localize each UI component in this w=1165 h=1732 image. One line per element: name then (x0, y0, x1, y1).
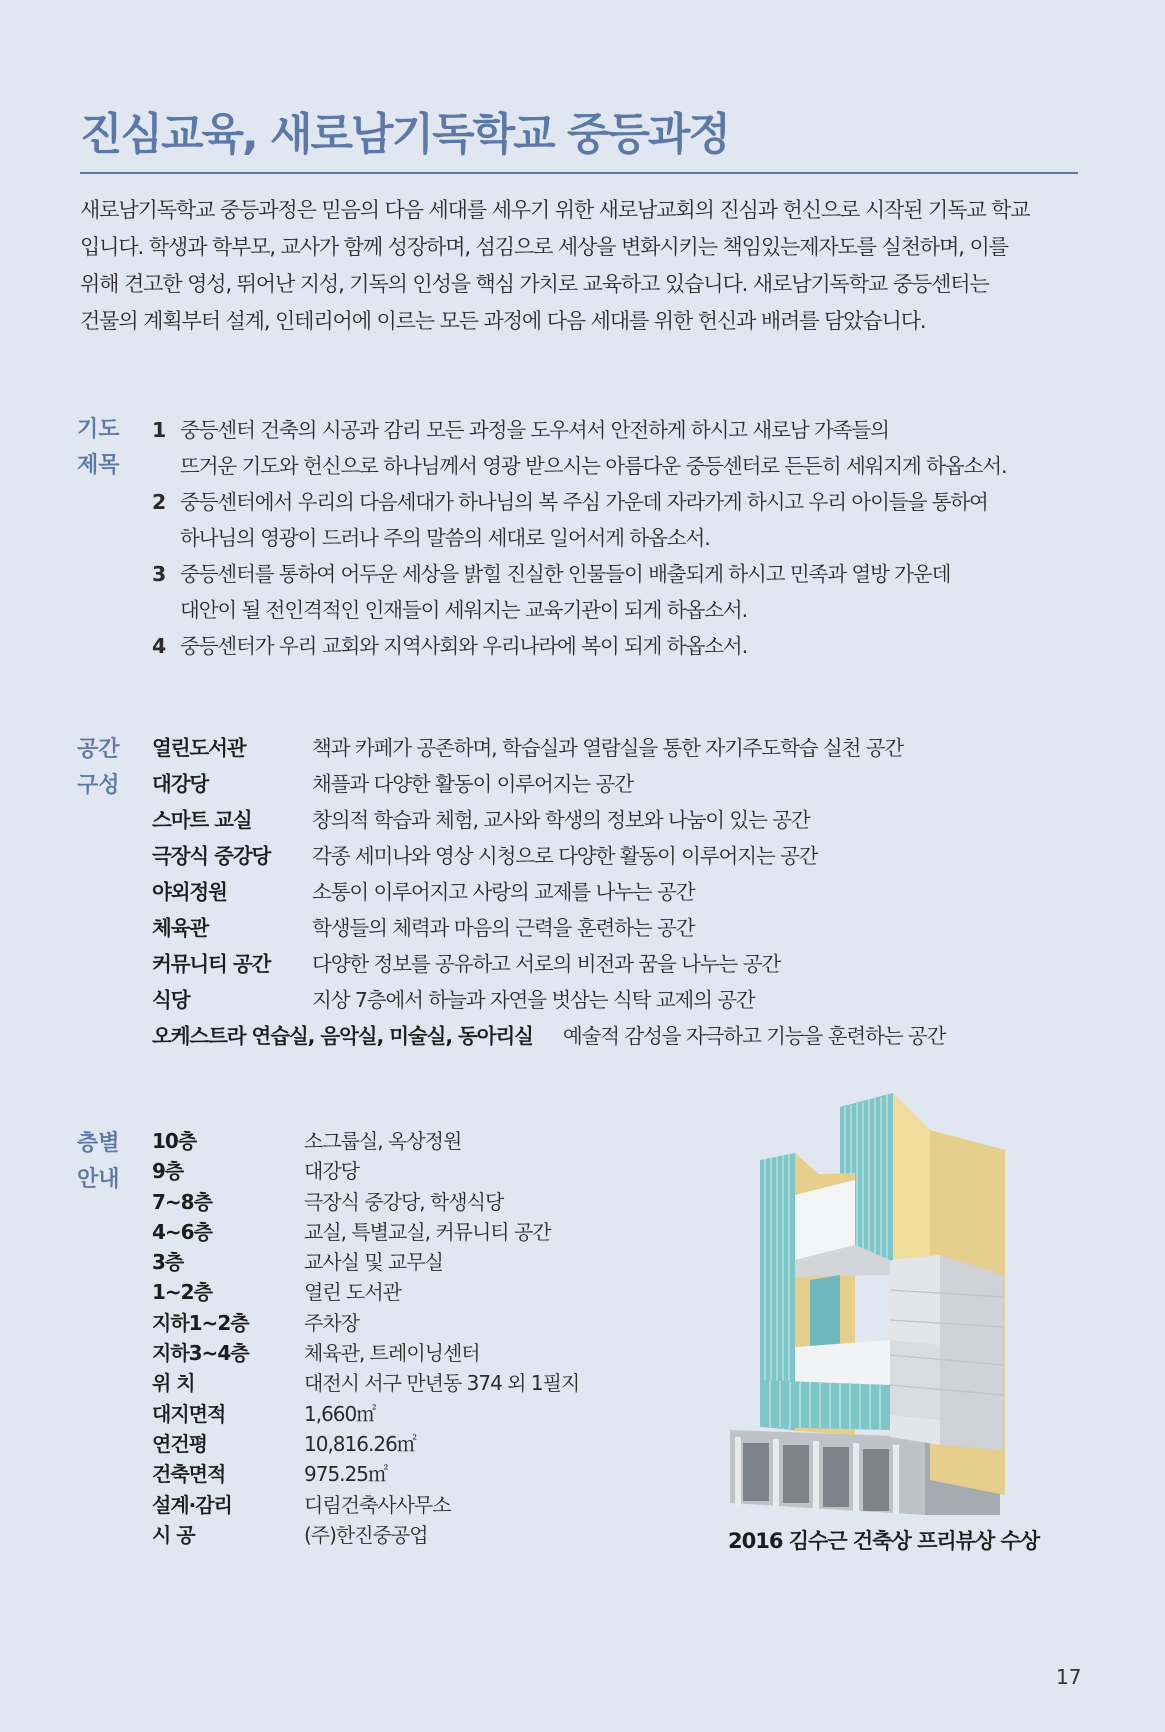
floor-key: 시 공 (152, 1522, 195, 1547)
space-description: 소통이 이루어지고 사랑의 교제를 나누는 공간 (312, 880, 695, 904)
floor-value: 소그룹실, 옥상정원 (304, 1129, 462, 1153)
floor-value: 대강당 (304, 1159, 359, 1184)
award-caption: 2016 김수근 건축상 프리뷰상 수상 (728, 1529, 1040, 1553)
space-label-line1: 공간 (77, 737, 120, 762)
floor-key: 연건평 (152, 1431, 207, 1456)
prayer-label-line2: 제목 (77, 453, 120, 478)
space-row (152, 982, 1092, 1018)
floor-value: 디림건축사사무소 (304, 1492, 451, 1517)
prayer-text (180, 412, 1006, 484)
floor-key: 지하1~2층 (152, 1310, 249, 1335)
floor-row (152, 1217, 712, 1247)
prayer-line: 중등센터 건축의 시공과 감리 모든 과정을 도우셔서 안전하게 하시고 새로남 가족들의 (180, 418, 889, 442)
space-name: 식당 (152, 988, 190, 1012)
prayer-number: 1 (152, 418, 166, 442)
space-description: 책과 카페가 공존하며, 학습실과 열람실을 통한 자기주도학습 실천 공간 (312, 736, 904, 760)
space-description: 학생들의 체력과 마음의 근력을 훈련하는 공간 (312, 916, 695, 940)
intro-paragraph (80, 192, 1080, 340)
space-row (152, 838, 1092, 874)
floor-key: 위 치 (152, 1371, 195, 1396)
floor-row (152, 1459, 712, 1489)
prayer-line: 뜨거운 기도와 헌신으로 하나님께서 영광 받으시는 아름다운 중등센터로 든든히 세워지게 하옵소서. (180, 454, 1007, 478)
intro-line: 위해 견고한 영성, 뛰어난 지성, 기독의 인성을 핵심 가치로 교육하고 있습니다. 새로남기독학교 중등센터는 (80, 272, 989, 296)
floor-value: 주차장 (304, 1310, 359, 1335)
prayer-text (180, 484, 988, 556)
space-name: 극장식 중강당 (152, 844, 271, 868)
floor-key: 10층 (152, 1129, 197, 1153)
space-row (152, 874, 1092, 910)
floor-key: 건축면적 (152, 1462, 226, 1487)
title-divider (80, 172, 1078, 174)
floor-key: 4~6층 (152, 1219, 212, 1244)
page-title: 진심교육, 새로남기독학교 중등과정 (80, 109, 729, 160)
floor-key: 지하3~4층 (152, 1341, 249, 1366)
space-row (152, 946, 1092, 982)
intro-line: 새로남기독학교 중등과정은 믿음의 다음 세대를 세우기 위한 새로남교회의 진심과 헌신으로 시작된 기독교 학교 (80, 198, 1030, 222)
floor-value: 극장식 중강당, 학생식당 (304, 1189, 504, 1214)
prayer-line: 중등센터에서 우리의 다음세대가 하나님의 복 주심 가운데 자라가게 하시고 우리 아이들을 통하여 (180, 490, 988, 514)
space-name: 오케스트라 연습실, 음악실, 미술실, 동아리실 (152, 1024, 533, 1048)
prayer-section-label (77, 412, 137, 484)
prayer-number: 2 (152, 490, 166, 514)
floor-key: 3층 (152, 1250, 184, 1275)
space-list (152, 730, 1092, 1054)
prayer-item (152, 556, 1072, 628)
floor-key: 설계·감리 (152, 1492, 232, 1517)
prayer-label-line1: 기도 (77, 417, 120, 442)
prayer-number: 3 (152, 562, 166, 586)
floor-key: 1~2층 (152, 1280, 212, 1305)
floor-list (152, 1126, 712, 1550)
space-description: 지상 7층에서 하늘과 자연을 벗삼는 식탁 교제의 공간 (312, 988, 755, 1012)
prayer-number: 4 (152, 634, 166, 658)
space-name: 야외정원 (152, 880, 227, 904)
prayer-list (152, 412, 1072, 664)
space-row (152, 1018, 1092, 1054)
space-description: 각종 세미나와 영상 시청으로 다양한 활동이 이루어지는 공간 (312, 844, 818, 868)
prayer-item (152, 484, 1072, 556)
floor-value: 1,660㎡ (304, 1401, 376, 1426)
space-name: 체육관 (152, 916, 209, 940)
space-row (152, 802, 1092, 838)
space-description: 예술적 감성을 자극하고 기능을 훈련하는 공간 (562, 1024, 946, 1048)
space-description: 다양한 정보를 공유하고 서로의 비전과 꿈을 나누는 공간 (312, 952, 781, 976)
floor-row (152, 1399, 712, 1429)
floor-value: 10,816.26㎡ (304, 1431, 416, 1456)
floor-value: 교사실 및 교무실 (304, 1250, 443, 1275)
floor-row (152, 1520, 712, 1550)
prayer-line: 하나님의 영광이 드러나 주의 말씀의 세대로 일어서게 하옵소서. (180, 526, 710, 550)
prayer-item (152, 628, 1072, 664)
floor-key: 대지면적 (152, 1401, 226, 1426)
prayer-item (152, 412, 1072, 484)
floor-value: 체육관, 트레이닝센터 (304, 1341, 480, 1366)
floor-label-line2: 안내 (77, 1167, 120, 1192)
prayer-line: 중등센터를 통하여 어두운 세상을 밝힐 진실한 인물들이 배출되게 하시고 민족과 열방 가운데 (180, 562, 951, 586)
floor-row (152, 1338, 712, 1368)
space-label-line2: 구성 (77, 773, 120, 798)
building-illustration (725, 1085, 1025, 1525)
floor-row (152, 1277, 712, 1307)
space-description: 창의적 학습과 체험, 교사와 학생의 정보와 나눔이 있는 공간 (312, 808, 810, 832)
floor-value: 975.25㎡ (304, 1462, 387, 1487)
floor-key: 7~8층 (152, 1189, 212, 1214)
prayer-text (180, 556, 950, 628)
floor-value: 대전시 서구 만년동 374 외 1필지 (304, 1371, 580, 1396)
floor-row (152, 1247, 712, 1277)
floor-row (152, 1308, 712, 1338)
floor-row (152, 1490, 712, 1520)
space-name: 열린도서관 (152, 736, 246, 760)
page-number: 17 (1056, 1665, 1082, 1689)
prayer-text (180, 628, 747, 664)
floor-label-line1: 층별 (77, 1131, 120, 1156)
space-name: 스마트 교실 (152, 808, 252, 832)
intro-line: 입니다. 학생과 학부모, 교사가 함께 성장하며, 섬김으로 세상을 변화시키는 책임있는제자도를 실천하며, 이를 (80, 235, 1008, 259)
space-name: 커뮤니티 공간 (152, 952, 271, 976)
floor-value: 열린 도서관 (304, 1280, 401, 1305)
intro-line: 건물의 계획부터 설계, 인테리어에 이르는 모든 과정에 다음 세대를 위한 헌신과 배려를 담았습니다. (80, 309, 926, 333)
space-row (152, 766, 1092, 802)
floor-key: 9층 (152, 1159, 184, 1184)
floor-row (152, 1126, 712, 1156)
space-description: 채플과 다양한 활동이 이루어지는 공간 (312, 772, 633, 796)
floor-value: 교실, 특별교실, 커뮤니티 공간 (304, 1219, 551, 1244)
space-row (152, 730, 1092, 766)
floor-row (152, 1429, 712, 1459)
prayer-line: 중등센터가 우리 교회와 지역사회와 우리나라에 복이 되게 하옵소서. (180, 634, 748, 658)
floor-row (152, 1368, 712, 1398)
space-section-label (77, 732, 137, 804)
floor-row (152, 1156, 712, 1186)
floor-row (152, 1187, 712, 1217)
floor-value: (주)한진중공업 (304, 1522, 428, 1547)
floor-section-label (77, 1126, 137, 1198)
space-row (152, 910, 1092, 946)
prayer-line: 대안이 될 전인격적인 인재들이 세워지는 교육기관이 되게 하옵소서. (180, 598, 748, 622)
space-name: 대강당 (152, 772, 209, 796)
